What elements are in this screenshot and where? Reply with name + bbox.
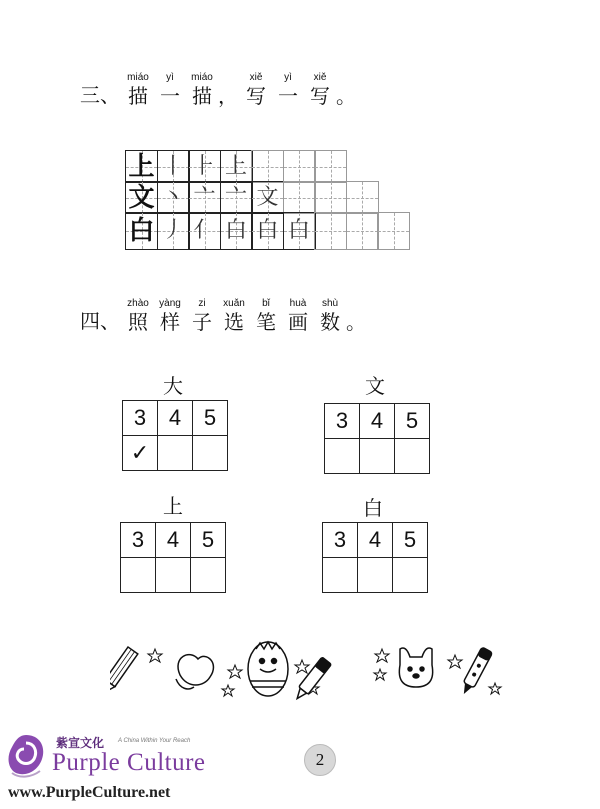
pinyin: yàng <box>159 298 181 309</box>
stroke-count-box-bai <box>322 522 428 593</box>
period: 。 <box>336 84 356 108</box>
answer-cell[interactable] <box>325 439 360 474</box>
hanzi: 画 <box>288 310 308 334</box>
grid-cell: 白 <box>251 212 284 250</box>
option-cell: 3 <box>323 523 358 558</box>
period: 。 <box>346 310 366 334</box>
pinyin: yì <box>166 72 174 83</box>
logo-chinese-text: 紫宣文化 <box>56 736 105 750</box>
logo-english-text: Purple Culture <box>52 749 206 776</box>
option-cell: 4 <box>158 401 193 436</box>
option-cell: 4 <box>156 523 191 558</box>
grid-cell: 文 <box>251 181 284 214</box>
pinyin: bǐ <box>262 298 270 309</box>
practice-row-bai <box>125 212 409 250</box>
pinyin: yì <box>284 72 292 83</box>
grid-cell[interactable] <box>251 150 284 183</box>
practice-row-shang <box>125 150 346 183</box>
section3-heading <box>80 72 358 108</box>
option-cell: 4 <box>360 404 395 439</box>
answer-cell[interactable] <box>360 439 395 474</box>
pinyin: zi <box>198 298 206 309</box>
pinyin: zhào <box>127 298 149 309</box>
pen-icon <box>292 657 331 702</box>
pinyin: huà <box>289 298 307 309</box>
pen-icon <box>459 647 493 697</box>
hanzi: 一 <box>160 84 180 108</box>
grid-cell: 亻 <box>188 212 221 250</box>
answer-cell[interactable]: ✓ <box>123 436 158 471</box>
answer-cell[interactable] <box>121 558 156 593</box>
hanzi: 一 <box>278 84 298 108</box>
grid-cell[interactable] <box>314 150 347 183</box>
purple-culture-logo-icon <box>6 733 46 779</box>
answer-cell[interactable] <box>395 439 430 474</box>
pinyin: miáo <box>191 72 213 83</box>
pinyin: miáo <box>127 72 149 83</box>
answer-cell[interactable] <box>156 558 191 593</box>
stroke-count-box-shang <box>120 522 226 593</box>
box-char-da: 大 <box>163 374 183 398</box>
grid-cell: 白 <box>283 212 316 250</box>
answer-cell[interactable] <box>323 558 358 593</box>
bunny-icon <box>399 648 432 687</box>
grid-cell[interactable] <box>314 212 347 250</box>
grid-cell: 上 <box>125 150 158 183</box>
option-cell: 4 <box>358 523 393 558</box>
grid-cell[interactable] <box>283 150 316 183</box>
stroke-count-box-wen <box>324 403 430 474</box>
grid-cell: ⺊ <box>188 150 221 183</box>
grid-cell[interactable] <box>346 212 379 250</box>
box-char-bai: 白 <box>363 496 383 520</box>
page-number: 2 <box>304 744 336 776</box>
decoration-strip <box>110 635 510 705</box>
section4-heading <box>80 298 368 334</box>
answer-cell[interactable] <box>358 558 393 593</box>
grid-cell: 文 <box>125 181 158 214</box>
option-cell: 5 <box>193 401 228 436</box>
egg-icon <box>248 642 288 696</box>
section3-number: 三、 <box>80 83 120 107</box>
hanzi: 写 <box>246 84 266 108</box>
grid-cell: 亠 <box>188 181 221 214</box>
option-cell: 5 <box>395 404 430 439</box>
answer-cell[interactable] <box>191 558 226 593</box>
pinyin: shù <box>321 298 339 309</box>
grid-cell: 白 <box>125 212 158 250</box>
hanzi: 写 <box>310 84 330 108</box>
box-char-shang: 上 <box>163 494 183 518</box>
box-char-wen: 文 <box>365 374 385 398</box>
stroke-count-box-da <box>122 400 228 471</box>
answer-cell[interactable] <box>158 436 193 471</box>
grid-cell: 丶 <box>157 181 190 214</box>
hanzi: 笔 <box>256 310 276 334</box>
hanzi: 描 <box>192 84 212 108</box>
comma: ， <box>218 84 238 108</box>
hanzi: 描 <box>128 84 148 108</box>
pinyin: xuǎn <box>223 298 245 309</box>
grid-cell: 丿 <box>157 212 190 250</box>
answer-cell[interactable] <box>193 436 228 471</box>
hanzi: 选 <box>224 310 244 334</box>
grid-cell: 丨 <box>157 150 190 183</box>
hanzi: 数 <box>320 310 340 334</box>
option-cell: 3 <box>325 404 360 439</box>
practice-row-wen <box>125 181 377 214</box>
answer-cell[interactable] <box>393 558 428 593</box>
peach-icon <box>176 655 213 689</box>
pencil-icon <box>110 647 138 696</box>
option-cell: 3 <box>121 523 156 558</box>
grid-cell[interactable] <box>377 212 410 250</box>
hanzi: 照 <box>128 310 148 334</box>
grid-cell: 上 <box>220 150 253 183</box>
grid-cell[interactable] <box>283 181 316 214</box>
website-url[interactable]: www.PurpleCulture.net <box>8 784 171 801</box>
logo-tagline: A China Within Your Reach <box>118 738 191 744</box>
pinyin: xiě <box>249 72 263 83</box>
option-cell: 5 <box>191 523 226 558</box>
hanzi: 样 <box>160 310 180 334</box>
grid-cell[interactable] <box>346 181 379 214</box>
pinyin: xiě <box>313 72 327 83</box>
grid-cell[interactable] <box>314 181 347 214</box>
option-cell: 5 <box>393 523 428 558</box>
grid-cell: ⼇ <box>220 181 253 214</box>
hanzi: 子 <box>192 310 212 334</box>
section4-number: 四、 <box>80 309 120 333</box>
grid-cell: 白 <box>220 212 253 250</box>
option-cell: 3 <box>123 401 158 436</box>
